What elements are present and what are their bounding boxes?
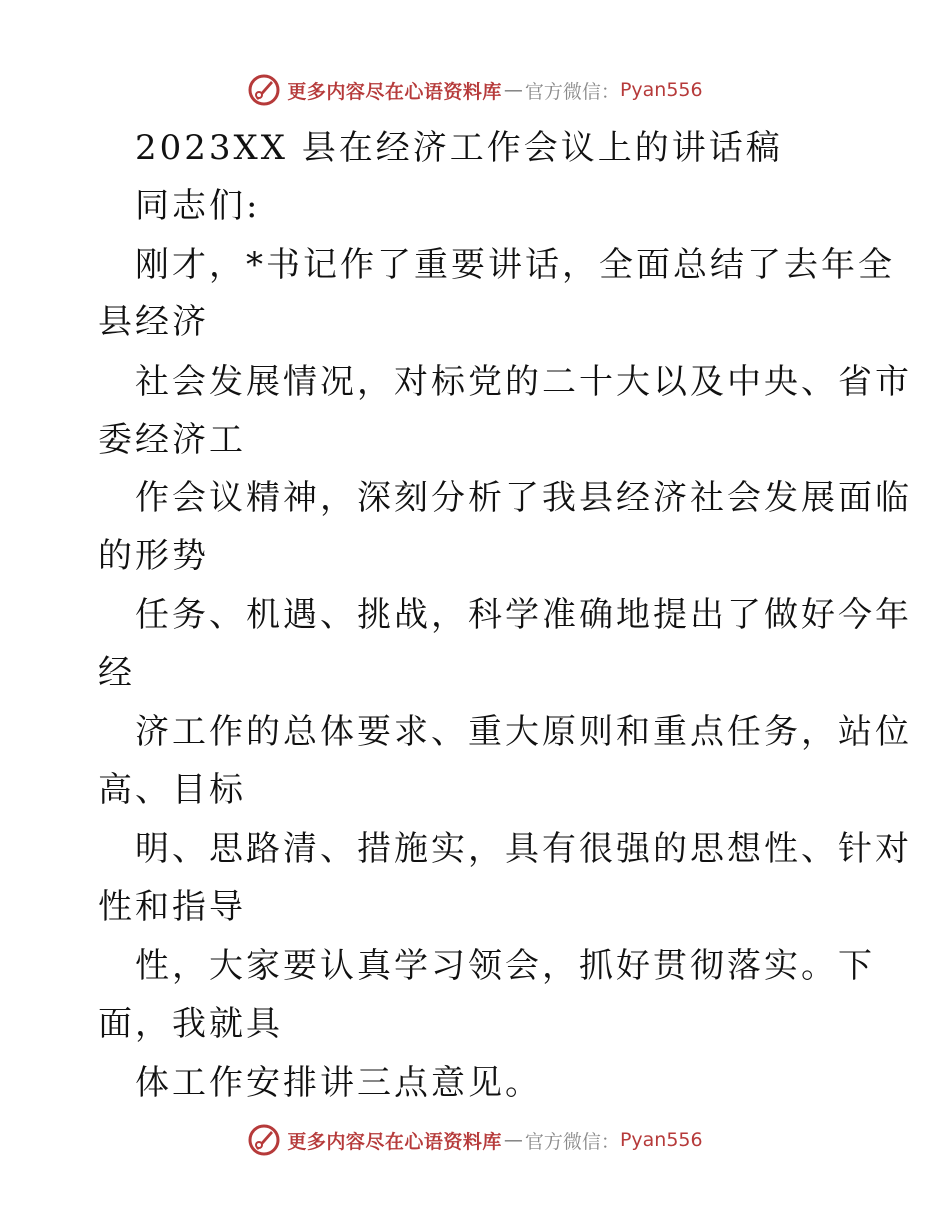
body-line: 体工作安排讲三点意见。	[135, 1063, 542, 1103]
body-line: 的形势	[98, 536, 209, 576]
body-line: 性，大家要认真学习领会，抓好贯彻落实。下	[135, 946, 875, 986]
banner-separator: —	[503, 79, 523, 101]
body-line: 任务、机遇、挑战，科学准确地提出了做好今年	[135, 595, 912, 635]
salutation: 同志们:	[135, 186, 261, 226]
body-line: 面，我就具	[98, 1004, 283, 1044]
document-title: 2023XX 县在经济工作会议上的讲话稿	[135, 128, 783, 168]
body-line: 县经济	[98, 302, 209, 342]
body-line: 性和指导	[98, 887, 246, 927]
body-line: 委经济工	[98, 420, 246, 460]
banner-site-text: 更多内容尽在心语资料库	[287, 1130, 502, 1153]
body-line: 济工作的总体要求、重大原则和重点任务，站位	[135, 712, 912, 752]
body-line: 作会议精神，深刻分析了我县经济社会发展面临	[135, 478, 912, 518]
logo-quill-icon	[247, 73, 281, 107]
header-banner	[0, 70, 950, 110]
footer-banner	[0, 1120, 950, 1160]
banner-wechat-id: Pyan556	[619, 79, 703, 101]
body-line: 高、目标	[98, 770, 246, 810]
body-line: 刚才，*书记作了重要讲话，全面总结了去年全	[135, 245, 895, 285]
body-line: 明、思路清、措施实，具有很强的思想性、针对	[135, 829, 912, 869]
body-line: 经	[98, 653, 135, 693]
banner-wechat-label: 官方微信：	[524, 80, 620, 103]
banner-wechat-id: Pyan556	[619, 1129, 703, 1151]
body-line: 社会发展情况，对标党的二十大以及中央、省市	[135, 362, 912, 402]
logo-quill-icon	[247, 1123, 281, 1157]
banner-site-text: 更多内容尽在心语资料库	[287, 80, 502, 103]
banner-wechat-label: 官方微信：	[524, 1130, 620, 1153]
banner-separator: —	[503, 1129, 523, 1151]
